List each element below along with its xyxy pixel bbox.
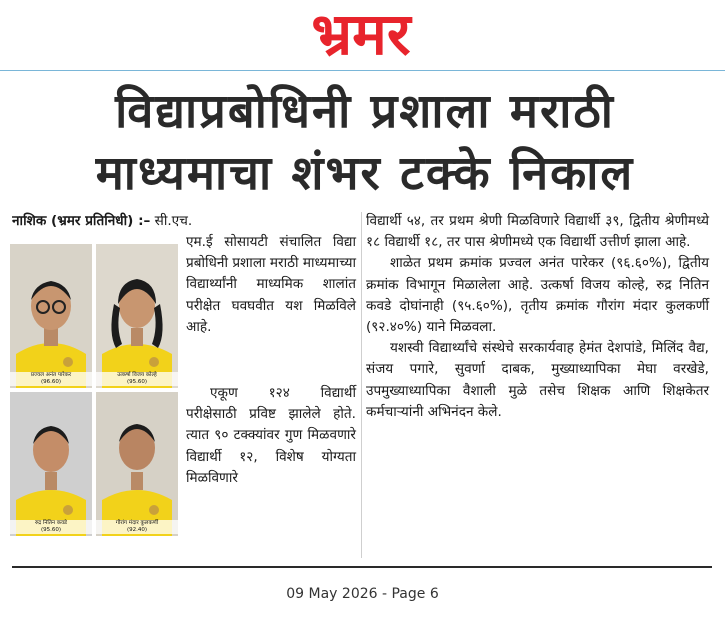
- dateline: नाशिक (भ्रमर प्रतिनिधी) :–: [12, 213, 151, 229]
- caption-name: रुद्र नितिन कवडे: [34, 520, 68, 526]
- paragraph: विद्यार्थी ५४, तर प्रथम श्रेणी मिळविणारे विद्यार्थी ३९, द्वितीय श्रेणीमध्ये १८ विद्यार्थी १८, तर पास श्रेणीमध्ये एक विद्यार्थी उत्तीर्ण झाला आहे.: [366, 213, 709, 251]
- logo-text: भ्रमर: [311, 2, 411, 64]
- masthead-divider: [0, 70, 725, 71]
- caption-name: उत्कर्षा विजय कोल्हे: [117, 372, 157, 378]
- student-2-portrait: [96, 244, 178, 388]
- caption-name: गौरांग मंदार कुलकर्णी: [115, 520, 159, 526]
- bhramar-logo: [258, 2, 464, 64]
- photo-student-2: [96, 244, 178, 388]
- article-lead: [12, 211, 356, 232]
- caption-student-4: [96, 520, 178, 534]
- article-col1-para1: [186, 232, 356, 338]
- caption-name: प्रज्वल अनंत पारेकर: [30, 372, 72, 378]
- caption-score: (96.60): [40, 379, 62, 385]
- student-3-portrait: [10, 392, 92, 536]
- caption-score: (95.60): [126, 379, 148, 385]
- photo-student-1: [10, 244, 92, 388]
- photo-student-4: [96, 392, 178, 536]
- paragraph: एम.ई सोसायटी संचालित विद्या प्रबोधिनी प्रशाला मराठी माध्यमाच्या विद्यार्थ्यांनी माध्यमिक शालांत परीक्षेत घवघवीत यश मिळविले आहे.: [186, 234, 356, 335]
- article-col1-para2: [186, 383, 356, 489]
- photo-student-3: [10, 392, 92, 536]
- caption-student-1: [10, 372, 92, 386]
- headline-line-2: माध्यमाचा शंभर टक्के निकाल: [95, 146, 635, 201]
- paragraph: शाळेत प्रथम क्रमांक प्रज्वल अनंत पारेकर (९६.६०%), द्वितीय क्रमांक विभागून मिळालेला आहे. उत्कर्षा विजय कोल्हे, रुद्र नितिन कवडे दोघांनाही (९५.६०%), तृतीय क्रमांक गौरांग मंदार कुलकर्णी (९२.४०%) याने मिळवला.: [366, 255, 709, 336]
- headline-line-1: विद्याप्रबोधिनी प्रशाला मराठी: [115, 84, 615, 139]
- page-footer: 09 May 2026 - Page 6: [286, 586, 439, 602]
- paragraph: एकूण १२४ विद्यार्थी परीक्षेसाठी प्रविष्ट झालेले होते. त्यात ९० टक्क्यांवर गुण मिळवणारे विद्यार्थी १२, विशेष योग्यता मिळविणारे: [186, 385, 356, 486]
- article-col2: [366, 211, 709, 423]
- student-photos: [10, 244, 178, 536]
- caption-score: (92.40): [126, 527, 148, 533]
- student-4-portrait: [96, 392, 178, 536]
- caption-score: (95.60): [40, 527, 62, 533]
- article-bottom-rule: [12, 566, 712, 568]
- paragraph: यशस्वी विद्यार्थ्यांचे संस्थेचे सरकार्यवाह हेमंत देशपांडे, मिलिंद वैद्य, संजय पगारे, सुवर्णा दाबक, मुख्याध्यापिका मेघा वरखेडे, उपमुख्याध्यापिका वैशाली मुळे तसेच शिक्षक आणि शिक्षकेतर कर्मचाऱ्यांनी अभिनंदन केले.: [366, 340, 710, 420]
- student-1-portrait: [10, 244, 92, 388]
- caption-student-3: [10, 520, 92, 534]
- caption-student-2: [96, 372, 178, 386]
- masthead: [0, 0, 725, 70]
- lead-start: सी.एच.: [154, 213, 193, 229]
- column-divider: [361, 212, 362, 558]
